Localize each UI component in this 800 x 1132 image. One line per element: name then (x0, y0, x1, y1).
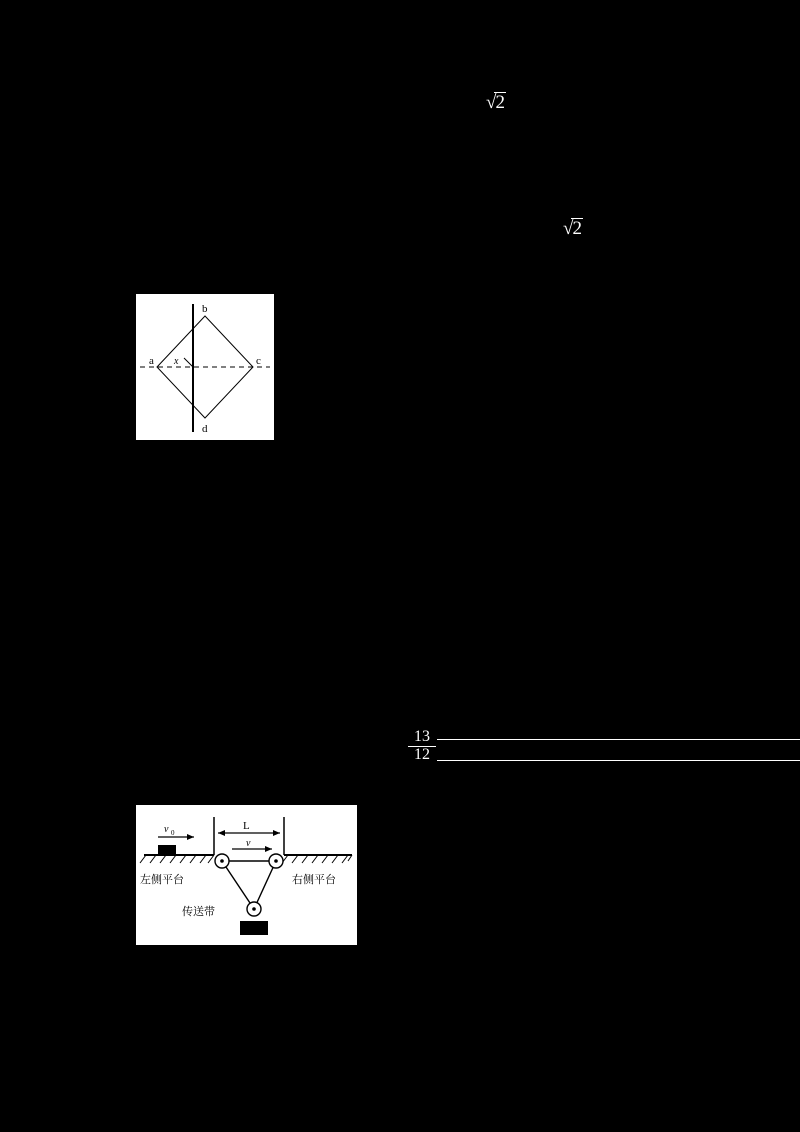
conveyor-belt-diagram (136, 805, 357, 945)
rule-line-upper (437, 739, 800, 740)
radical-symbol (486, 92, 506, 112)
math-fragment-sqrt2-top (486, 92, 506, 112)
fraction-13-over-12 (408, 729, 436, 764)
svg-text:a: a (149, 355, 154, 367)
rule-line-lower (437, 760, 800, 761)
fraction-numerator: 13 (414, 728, 430, 745)
radicand: 2 (495, 92, 505, 113)
svg-text:0: 0 (171, 829, 175, 837)
svg-text:v: v (164, 824, 169, 835)
math-fragment-sqrt2-second (563, 218, 583, 238)
diamond-field-diagram (136, 294, 274, 440)
fraction-denominator: 12 (414, 745, 430, 763)
svg-text:c: c (256, 355, 261, 367)
svg-text:b: b (202, 303, 208, 315)
svg-text:传送带: 传送带 (182, 905, 215, 918)
svg-text:v: v (246, 838, 251, 849)
svg-text:L: L (243, 820, 250, 832)
radical-sign: √ (563, 218, 574, 239)
svg-text:右侧平台: 右侧平台 (292, 873, 336, 886)
radicand: 2 (572, 218, 582, 239)
svg-text:d: d (202, 423, 208, 435)
svg-text:x: x (174, 356, 179, 367)
radical-symbol (563, 218, 583, 238)
radical-sign: √ (486, 92, 497, 113)
svg-text:左侧平台: 左侧平台 (140, 873, 184, 886)
